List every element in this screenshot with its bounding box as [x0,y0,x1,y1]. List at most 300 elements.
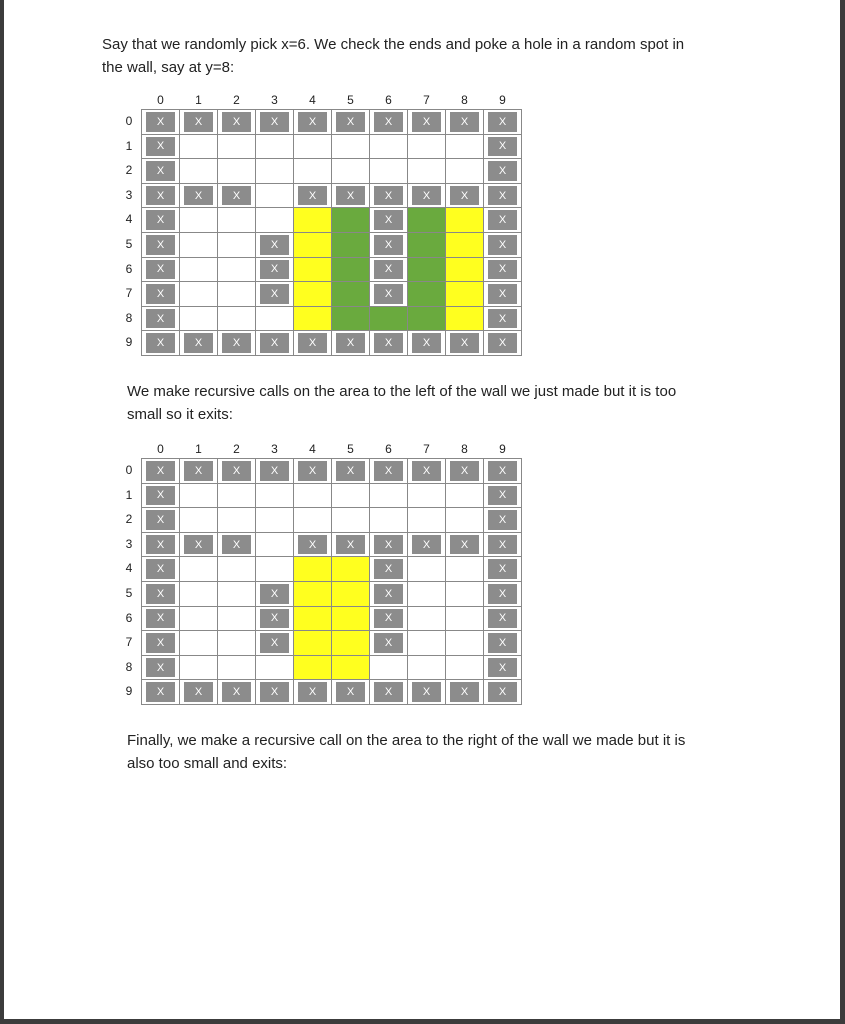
column-header: 1 [195,442,202,456]
wall-cell [332,184,369,208]
column-header: 7 [423,442,430,456]
wall-mark: X [374,333,403,353]
wall-mark: X [336,461,365,481]
row-header: 2 [125,512,133,527]
wall-cell [370,582,407,606]
wall-cell [256,331,293,355]
wall-mark: X [146,333,175,353]
empty-cell [332,135,369,159]
wall-mark: X [260,682,289,702]
wall-cell [370,631,407,655]
wall-mark: X [146,260,175,280]
wall-mark: X [336,186,365,206]
wall-mark: X [488,510,517,530]
empty-cell [180,258,217,282]
green-cell [408,233,445,257]
wall-mark: X [184,112,213,132]
paragraph-1-line-2: the wall, say at y=8: [102,59,235,76]
empty-cell [446,508,483,532]
column-header: 1 [195,93,202,107]
column-header: 5 [347,93,354,107]
column-header: 0 [157,93,164,107]
empty-cell [218,282,255,306]
wall-mark: X [374,210,403,230]
wall-cell [484,508,521,532]
empty-cell [218,233,255,257]
wall-cell [218,680,255,704]
wall-mark: X [488,633,517,653]
empty-cell [256,135,293,159]
wall-mark: X [260,633,289,653]
empty-cell [180,135,217,159]
wall-mark: X [488,609,517,629]
wall-mark: X [374,633,403,653]
wall-cell [294,459,331,483]
wall-mark: X [298,112,327,132]
wall-mark: X [260,461,289,481]
empty-cell [218,135,255,159]
empty-cell [408,582,445,606]
wall-cell [446,680,483,704]
empty-cell [180,656,217,680]
yellow-cell [332,631,369,655]
empty-cell [408,557,445,581]
wall-cell [142,459,179,483]
wall-mark: X [374,535,403,555]
wall-cell [370,282,407,306]
wall-cell [142,656,179,680]
green-cell [408,258,445,282]
document-page [4,0,840,1019]
yellow-cell [332,656,369,680]
empty-cell [294,508,331,532]
wall-mark: X [222,186,251,206]
wall-cell [446,110,483,134]
empty-cell [408,607,445,631]
empty-cell [370,159,407,183]
wall-cell [142,159,179,183]
wall-mark: X [374,260,403,280]
wall-mark: X [260,112,289,132]
row-header: 9 [125,335,133,350]
wall-cell [332,331,369,355]
wall-mark: X [488,137,517,157]
wall-mark: X [374,112,403,132]
wall-cell [370,680,407,704]
paragraph-1 [102,33,684,79]
wall-cell [180,110,217,134]
paragraph-2-line-2: small so it exits: [127,406,233,423]
wall-mark: X [184,333,213,353]
wall-cell [294,110,331,134]
wall-cell [370,258,407,282]
yellow-cell [446,233,483,257]
wall-cell [142,582,179,606]
green-cell [370,307,407,331]
wall-mark: X [374,609,403,629]
wall-mark: X [336,112,365,132]
wall-cell [256,582,293,606]
empty-cell [408,484,445,508]
wall-cell [332,110,369,134]
row-header: 7 [125,635,133,650]
wall-mark: X [146,161,175,181]
yellow-cell [294,258,331,282]
wall-cell [484,533,521,557]
empty-cell [446,484,483,508]
empty-cell [446,631,483,655]
wall-cell [484,331,521,355]
column-header: 2 [233,93,240,107]
empty-cell [294,135,331,159]
empty-cell [218,557,255,581]
wall-cell [370,208,407,232]
wall-mark: X [488,260,517,280]
empty-cell [218,582,255,606]
column-header: 4 [309,442,316,456]
wall-mark: X [260,609,289,629]
empty-cell [446,159,483,183]
yellow-cell [294,282,331,306]
wall-mark: X [488,535,517,555]
wall-mark: X [374,584,403,604]
column-header: 8 [461,93,468,107]
empty-cell [408,631,445,655]
wall-mark: X [450,461,479,481]
wall-cell [294,680,331,704]
wall-cell [370,233,407,257]
wall-cell [484,307,521,331]
wall-mark: X [336,333,365,353]
wall-mark: X [146,461,175,481]
wall-mark: X [488,235,517,255]
empty-cell [408,508,445,532]
empty-cell [180,582,217,606]
column-header: 5 [347,442,354,456]
wall-cell [332,680,369,704]
yellow-cell [294,631,331,655]
row-header: 6 [125,261,133,276]
yellow-cell [294,656,331,680]
wall-cell [484,459,521,483]
empty-cell [370,656,407,680]
empty-cell [218,258,255,282]
wall-mark: X [488,333,517,353]
empty-cell [408,656,445,680]
yellow-cell [332,607,369,631]
yellow-cell [294,233,331,257]
empty-cell [446,656,483,680]
wall-mark: X [488,461,517,481]
wall-mark: X [488,486,517,506]
empty-cell [218,159,255,183]
empty-cell [370,484,407,508]
row-header: 3 [125,536,133,551]
yellow-cell [294,607,331,631]
empty-cell [332,484,369,508]
empty-cell [180,282,217,306]
row-header: 6 [125,610,133,625]
column-header: 9 [499,93,506,107]
wall-mark: X [222,535,251,555]
row-header: 2 [125,163,133,178]
yellow-cell [332,557,369,581]
wall-cell [142,484,179,508]
wall-mark: X [412,535,441,555]
wall-mark: X [146,609,175,629]
yellow-cell [446,307,483,331]
wall-cell [218,533,255,557]
row-header: 8 [125,310,133,325]
empty-cell [180,607,217,631]
wall-cell [370,331,407,355]
wall-mark: X [374,284,403,304]
empty-cell [256,208,293,232]
wall-mark: X [488,186,517,206]
wall-mark: X [146,186,175,206]
empty-cell [218,208,255,232]
wall-mark: X [146,112,175,132]
wall-mark: X [184,682,213,702]
wall-mark: X [488,559,517,579]
wall-mark: X [146,633,175,653]
wall-cell [408,533,445,557]
wall-cell [484,135,521,159]
row-header: 8 [125,659,133,674]
wall-mark: X [260,584,289,604]
empty-cell [180,508,217,532]
empty-cell [218,631,255,655]
wall-cell [256,282,293,306]
yellow-cell [446,258,483,282]
green-cell [332,282,369,306]
wall-cell [446,184,483,208]
wall-cell [484,184,521,208]
yellow-cell [294,208,331,232]
wall-cell [218,331,255,355]
wall-cell [142,533,179,557]
row-header: 9 [125,684,133,699]
wall-mark: X [374,461,403,481]
wall-mark: X [412,333,441,353]
paragraph-3-line-2: also too small and exits: [127,755,288,772]
wall-mark: X [298,186,327,206]
column-header: 7 [423,93,430,107]
wall-cell [370,607,407,631]
yellow-cell [294,582,331,606]
wall-mark: X [336,535,365,555]
empty-cell [256,656,293,680]
wall-cell [370,110,407,134]
empty-cell [446,607,483,631]
wall-cell [142,508,179,532]
wall-cell [218,459,255,483]
column-header: 0 [157,442,164,456]
maze-grid [141,458,522,705]
paragraph-2-line-1: We make recursive calls on the area to the left of the wall we just made but it is too [127,383,677,400]
wall-cell [484,233,521,257]
wall-mark: X [488,210,517,230]
wall-cell [484,282,521,306]
empty-cell [180,631,217,655]
empty-cell [446,135,483,159]
wall-cell [408,680,445,704]
yellow-cell [294,307,331,331]
row-header: 3 [125,187,133,202]
paragraph-3-line-1: Finally, we make a recursive call on the area to the right of the wall we made but it is [127,732,686,749]
wall-cell [484,484,521,508]
wall-mark: X [222,333,251,353]
green-cell [332,307,369,331]
empty-cell [294,484,331,508]
empty-cell [218,508,255,532]
wall-mark: X [146,137,175,157]
column-header: 2 [233,442,240,456]
wall-mark: X [184,535,213,555]
paragraph-2 [127,380,676,426]
empty-cell [218,656,255,680]
wall-mark: X [412,461,441,481]
wall-cell [484,656,521,680]
wall-mark: X [298,535,327,555]
wall-cell [408,184,445,208]
empty-cell [332,508,369,532]
green-cell [332,258,369,282]
wall-cell [370,184,407,208]
empty-cell [332,159,369,183]
wall-cell [370,533,407,557]
wall-mark: X [260,235,289,255]
wall-mark: X [146,486,175,506]
empty-cell [256,508,293,532]
wall-mark: X [222,112,251,132]
wall-cell [446,331,483,355]
wall-cell [484,680,521,704]
wall-cell [142,110,179,134]
wall-mark: X [146,235,175,255]
wall-cell [180,184,217,208]
wall-mark: X [260,333,289,353]
grid-1 [122,92,522,352]
empty-cell [256,533,293,557]
row-header: 1 [125,138,133,153]
wall-mark: X [374,186,403,206]
wall-cell [256,680,293,704]
row-header: 4 [125,561,133,576]
wall-cell [142,680,179,704]
wall-cell [446,533,483,557]
green-cell [408,208,445,232]
wall-cell [142,631,179,655]
wall-mark: X [222,682,251,702]
wall-mark: X [412,112,441,132]
paragraph-1-line-1: Say that we randomly pick x=6. We check the ends and poke a hole in a random spot in [102,36,685,53]
wall-mark: X [450,333,479,353]
wall-mark: X [146,559,175,579]
wall-cell [256,459,293,483]
wall-mark: X [488,112,517,132]
wall-mark: X [146,284,175,304]
wall-cell [142,258,179,282]
yellow-cell [332,582,369,606]
wall-mark: X [374,682,403,702]
wall-cell [142,184,179,208]
column-header: 6 [385,442,392,456]
wall-cell [484,110,521,134]
wall-mark: X [450,186,479,206]
wall-mark: X [412,682,441,702]
wall-mark: X [488,309,517,329]
empty-cell [180,233,217,257]
empty-cell [256,184,293,208]
wall-mark: X [146,658,175,678]
empty-cell [408,159,445,183]
empty-cell [370,135,407,159]
wall-cell [256,631,293,655]
wall-cell [180,533,217,557]
wall-cell [218,110,255,134]
wall-cell [256,233,293,257]
column-header: 3 [271,442,278,456]
wall-cell [484,258,521,282]
wall-cell [256,110,293,134]
wall-cell [484,607,521,631]
empty-cell [256,557,293,581]
wall-cell [142,557,179,581]
wall-mark: X [298,461,327,481]
wall-mark: X [488,658,517,678]
wall-cell [408,110,445,134]
wall-mark: X [488,682,517,702]
wall-cell [408,331,445,355]
wall-mark: X [488,284,517,304]
wall-mark: X [146,210,175,230]
column-header: 8 [461,442,468,456]
wall-cell [294,331,331,355]
empty-cell [180,307,217,331]
empty-cell [180,208,217,232]
wall-cell [142,331,179,355]
wall-mark: X [146,682,175,702]
empty-cell [294,159,331,183]
wall-mark: X [450,112,479,132]
wall-mark: X [336,682,365,702]
empty-cell [218,307,255,331]
row-header: 5 [125,237,133,251]
wall-cell [180,459,217,483]
wall-cell [256,258,293,282]
empty-cell [256,159,293,183]
wall-cell [484,631,521,655]
wall-cell [484,557,521,581]
empty-cell [256,484,293,508]
green-cell [408,307,445,331]
empty-cell [408,135,445,159]
column-header: 3 [271,93,278,107]
empty-cell [180,557,217,581]
wall-cell [142,208,179,232]
wall-cell [332,533,369,557]
empty-cell [446,582,483,606]
wall-mark: X [488,161,517,181]
yellow-cell [294,557,331,581]
grid-2 [122,441,522,701]
column-header: 4 [309,93,316,107]
wall-mark: X [412,186,441,206]
row-header: 4 [125,212,133,227]
wall-cell [484,582,521,606]
row-header: 5 [125,586,133,600]
